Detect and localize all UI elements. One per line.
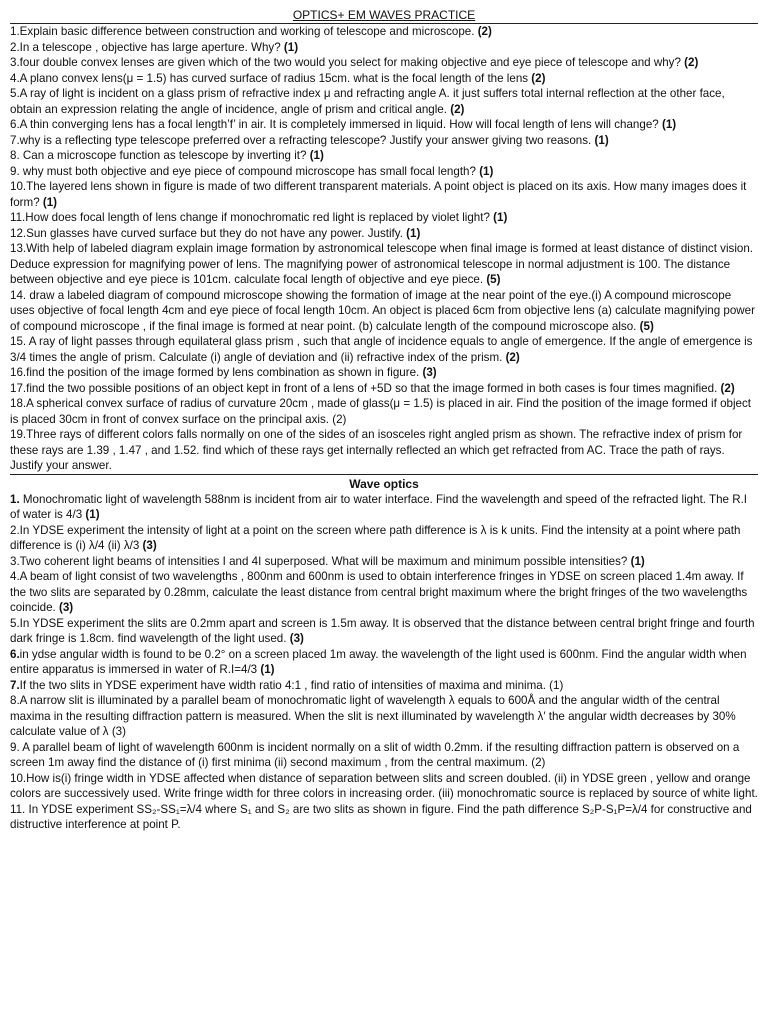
question-item [10,241,758,288]
question-item [10,427,758,474]
question-marks: (1) [260,663,275,676]
question-marks: (1) [479,164,494,178]
question-marks: (2) [477,25,492,38]
question-text: 13.With help of labeled diagram explain image formation by astronomical telescope when final image is formed at least distance of distinct vision. Deduce expression for magnifying power of lens. The magnifying power of astronomical telescope in normal adjustment is 100. The distance between objective and eye piece is 101cm. calculate focal length of objective and eye piece. [10,242,754,286]
question-item [10,678,758,694]
question-text: 3.four double convex lenses are given which of the two would you select for making objective and eye piece of telescope and why? [10,56,681,69]
question-item [10,86,758,117]
question-text: 10.How is(i) fringe width in YDSE affected when distance of separation between slits and screen doubled. (ii) in YDSE green , yellow and orange colors are successively used. Write fringe width for three colors in increasing order. (iii) monochromatic source is replaced by source of white light. 11. In YDSE experiment SS₂-SS₁=λ/4 where S₁ and S₂ are two slits as shown in figure. Find the path difference S₂P-S₁P=λ/4 for constructive and distructive interference at point P. [10,771,758,831]
wave-optics-section [10,492,758,833]
question-marks: (1) [630,554,645,568]
question-item [10,396,758,427]
question-number: 7. [10,678,20,692]
question-marks: (1) [309,149,324,162]
question-item [10,334,758,365]
question-text: 7.why is a reflecting type telescope preferred over a refracting telescope? Justify your answer giving two reasons. [10,133,592,147]
question-item [10,523,758,554]
question-text: in ydse angular width is found to be 0.2° on a screen placed 1m away. the wavelength of the light used is 600nm. Find the angular width when entire apparatus is immersed in water of R.I=4/3 [10,647,747,676]
question-text: 2.In YDSE experiment the intensity of light at a point on the screen where path difference is λ is k units. Find the intensity at a point where path difference is (i) λ/4 (ii) λ/3 [10,523,741,552]
question-item [10,226,758,242]
wave-optics-heading: Wave optics [349,476,419,491]
question-number: 6. [10,647,20,661]
question-marks: (2) [531,71,546,85]
question-text: 3.Two coherent light beams of intensities I and 4I superposed. What will be maximum and minimum possible intensities? [10,554,628,568]
question-text: 6.A thin converging lens has a focal length’f’ in air. It is completely immersed in liquid. How will focal length of lens will change? [10,118,659,131]
question-text: 11.How does focal length of lens change if monochromatic red light is replaced by violet light? [10,211,490,224]
question-marks: (3) [289,632,304,645]
question-item [10,210,758,226]
question-marks: (2) [684,56,699,69]
question-marks: (1) [493,211,508,224]
question-marks: (2) [720,381,735,395]
question-marks: (3) [59,601,74,614]
question-marks: (5) [486,273,501,286]
question-item [10,381,758,397]
question-text: 16.find the position of the image formed by lens combination as shown in figure. [10,366,420,379]
question-text: 8. Can a microscope function as telescope by inverting it? [10,149,307,162]
question-marks: (1) [283,40,299,54]
question-text: 5.In YDSE experiment the slits are 0.2mm apart and screen is 1.5m away. It is observed that the distance between central bright fringe and fourth dark fringe is 1.8cm. find wavelength of the light used. [10,616,755,645]
document-title: OPTICS+ EM WAVES PRACTICE [292,8,476,22]
question-item [10,164,758,180]
question-item [10,24,758,40]
question-text: 4.A plano convex lens(μ = 1.5) has curved surface of radius 15cm. what is the focal length of the lens [10,71,529,85]
question-text: 2.In a telescope , objective has large aperture. Why? [10,40,281,54]
question-text: 14. draw a labeled diagram of compound microscope showing the formation of image at the near point of the eye.(i) A compound microscope uses objective of focal length 4cm and eye piece of focal length 10cm. An object is placed 6cm from objective lens (a) calculate magnifying power of compound microscope , if the final image is formed at near point. (b) calculate length of the compound microscope also. [10,288,755,333]
question-item [10,288,758,335]
question-item [10,647,758,678]
question-number: 1. [10,492,20,506]
question-marks: (1) [42,195,58,209]
question-text: 9. A parallel beam of light of wavelength 600nm is incident normally on a slit of width 0.2mm. if the resulting diffraction pattern is observed on a screen 1m away find the distance of (i) first minima (ii) second maximum , from the central maximum. (2) [10,740,740,769]
question-marks: (3) [142,539,157,552]
question-text: 19.Three rays of different colors falls normally on one of the sides of an isosceles right angled prism as shown. The refractive index of prism for these rays are 1.39 , 1.47 , and 1.52. find which of these rays get internally reflected an which get refracted from AC. Trace the path of rays. Justify your answer. [10,428,743,472]
question-marks: (1) [406,226,421,240]
question-marks: (2) [505,350,520,364]
question-text: 12.Sun glasses have curved surface but they do not have any power. Justify. [10,226,403,240]
question-item [10,771,758,833]
question-item [10,148,758,164]
question-item [10,365,758,381]
question-marks: (1) [594,133,609,147]
question-item [10,133,758,149]
question-text: 5.A ray of light is incident on a glass prism of refractive index μ and refracting angle A. it just suffers total internal reflection at the other face, obtain an expression relating the angle of incidence, angle of prism and critical angle. [10,87,725,116]
section-divider [10,474,758,475]
question-text: 1.Explain basic difference between construction and working of telescope and microscope. [10,25,475,38]
question-item [10,554,758,570]
question-text: 8.A narrow slit is illuminated by a parallel beam of monochromatic light of wavelength λ equals to 600Å and the angular width of the central maxima in the resulting diffraction pattern is measured. When the slit is next illuminated by wavelength λ′ the angular width decreases by 30% calculate value of λ (3) [10,694,736,738]
question-item [10,179,758,210]
question-text: If the two slits in YDSE experiment have width ratio 4:1 , find ratio of intensities of maxima and minima. (1) [19,678,564,692]
question-item [10,71,758,87]
question-text: 17.find the two possible positions of an object kept in front of a lens of +5D so that the image formed in both cases is four times magnified. [10,381,718,395]
question-item [10,740,758,771]
question-marks: (2) [450,102,465,116]
question-text: 10.The layered lens shown in figure is made of two different transparent materials. A point object is placed on its axis. How many images does it form? [10,180,747,209]
question-item [10,569,758,616]
question-marks: (1) [85,508,100,521]
question-item [10,117,758,133]
question-text: 18.A spherical convex surface of radius of curvature 20cm , made of glass(μ = 1.5) is placed in air. Find the position of the image formed if object is placed 30cm in front of convex surface on the principal axis. (2) [10,397,752,426]
question-item [10,492,758,523]
question-marks: (3) [422,366,437,379]
question-marks: (5) [639,319,654,333]
question-marks: (1) [661,118,677,131]
question-text: Monochromatic light of wavelength 588nm is incident from air to water interface. Find the wavelength and speed of the refracted light. The R.I of water is 4/3 [10,492,748,521]
question-text: 9. why must both objective and eye piece of compound microscope has small focal length? [10,164,476,178]
question-item [10,40,758,56]
question-text: 4.A beam of light consist of two wavelengths , 800nm and 600nm is used to obtain interference fringes in YDSE on screen placed 1.4m away. If the two slits are separated by 0.28mm, calculate the least distance from central bright maximum where the bright fringes of the two wavelengths coincide. [10,570,748,614]
question-item [10,616,758,647]
question-text: 15. A ray of light passes through equilateral glass prism , such that angle of incidence equals to angle of emergence. If the angle of emergence is 3/4 times the angle of prism. Calculate (i) angle of deviation and (ii) refractive index of the prism. [10,335,753,364]
question-item [10,693,758,740]
optics-section [10,24,758,474]
question-item [10,55,758,71]
